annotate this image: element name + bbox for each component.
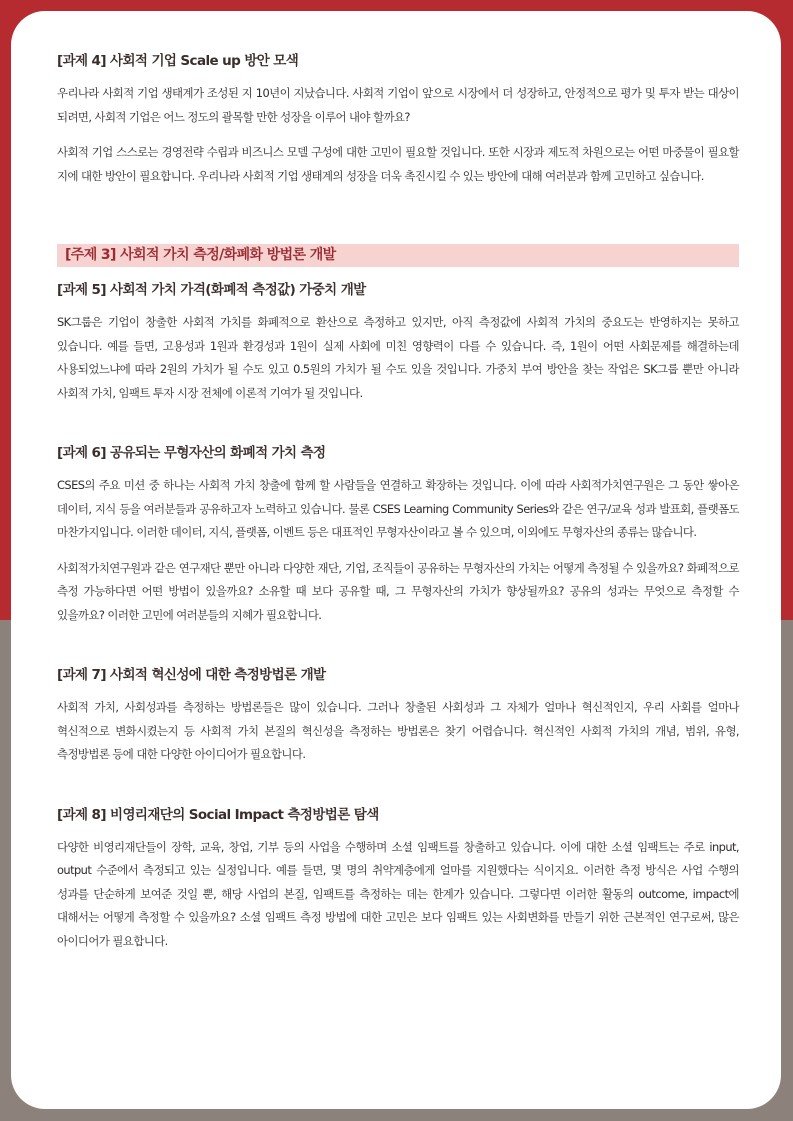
page-content [57, 51, 739, 953]
task4-paragraph-1: 우리나라 사회적 기업 생태계가 조성된 지 10년이 지났습니다. 사회적 기업이 앞으로 시장에서 더 성장하고, 안정적으로 평가 및 투자 받는 대상이 되려면, 사회적 기업은 어느 정도의 괄목할 만한 성장을 이루어 내야 할까요? [57, 86, 739, 124]
task6-paragraph-2: 사회적가치연구원과 같은 연구재단 뿐만 아니라 다양한 재단, 기업, 조직들이 공유하는 무형자산의 가치는 어떻게 측정될 수 있을까요? 화폐적으로 측정 가능하다면 어떤 방법이 있을까요? 소유할 때 보다 공유할 때, 그 무형자산의 가치가 향상될까요? 공유의 성과는 무엇으로 측정할 수 있을까요? 이러한 고민에 여러분들의 지혜가 필요합니다. [57, 560, 739, 622]
task8-heading: [과제 8] 비영리재단의 Social Impact 측정방법론 탐색 [57, 806, 379, 823]
task6-paragraph-1: CSES의 주요 미션 중 하나는 사회적 가치 창출에 함께 할 사람들을 연결하고 확장하는 것입니다. 이에 따라 사회적가치연구원은 그 동안 쌓아온 데이터, 지식 등을 여러분들과 공유하고자 노력하고 있습니다. 물론 CSES Learning Community Series와 같은 연구/교육 성과 발표회, 플랫폼도 마찬가지입니다. 이러한 데이터, 지식, 플랫폼, 이벤트 등은 대표적인 무형자산이라고 볼 수 있으며, 이외에도 무형자산의 종류는 많습니다. [57, 478, 739, 539]
task7-heading: [과제 7] 사회적 혁신성에 대한 측정방법론 개발 [57, 667, 326, 683]
task5-paragraph-1: SK그룹은 기업이 창출한 사회적 가치를 화폐적으로 환산으로 측정하고 있지만, 아직 측정값에 사회적 가치의 중요도는 반영하지는 못하고 있습니다. 예를 들면, 고용성과 1원과 환경성과 1원이 실제 사회에 미친 영향력이 다를 수 있습니다. 즉, 1원이 어떤 사회문제를 해결하는데 사용되었느냐에 따라 2원의 가치가 될 수도 있고 0.5원의 가치가 될 수도 있을 것입니다. 가중치 부여 방안을 찾는 작업은 SK그룹 뿐만 아니라 사회적 가치, 임팩트 투자 시장 전체에 이론적 기여가 될 것입니다. [57, 315, 739, 400]
document-page [11, 11, 781, 1109]
task7-paragraph-1: 사회적 가치, 사회성과를 측정하는 방법론들은 많이 있습니다. 그러나 창출된 사회성과 그 자체가 얼마나 혁신적인지, 우리 사회를 얼마나 혁신적으로 변화시켰는지 등 사회적 가치 본질의 혁신성을 측정하는 방법론은 찾기 어렵습니다. 혁신적인 사회적 가치의 개념, 범위, 유형, 측정방법론 등에 대한 다양한 아이디어가 필요합니다. [57, 700, 739, 761]
task4-paragraph-2: 사회적 기업 스스로는 경영전략 수립과 비즈니스 모델 구성에 대한 고민이 필요할 것입니다. 또한 시장과 제도적 차원으로는 어떤 마중물이 필요할 지에 대한 방안이 필요합니다. 우리나라 사회적 기업 생태계의 성장을 더욱 촉진시킬 수 있는 방안에 대해 여러분과 함께 고민하고 싶습니다. [57, 145, 739, 183]
topic3-banner: [주제 3] 사회적 가치 측정/화폐화 방법론 개발 [57, 244, 739, 267]
task8-paragraph-1: 다양한 비영리재단들이 장학, 교육, 창업, 기부 등의 사업을 수행하며 소셜 임팩트를 창출하고 있습니다. 이에 대한 소셜 임팩트는 주로 input, output 수준에서 측정되고 있는 실정입니다. 예를 들면, 몇 명의 취약계층에게 얼마를 지원했다는 식이지요. 이러한 측정 방식은 사업 수행의 성과를 단순하게 보여준 것일 뿐, 해당 사업의 본질, 임팩트를 측정하는 데는 한계가 있습니다. 그렇다면 이러한 활동의 outcome, impact에 대해서는 어떻게 측정할 수 있을까요? 소셜 임팩트 측정 방법에 대한 고민은 보다 임팩트 있는 사회변화를 만들기 위한 근본적인 연구로써, 많은 아이디어가 필요합니다. [57, 839, 739, 948]
task6-heading: [과제 6] 공유되는 무형자산의 화폐적 가치 측정 [57, 445, 326, 461]
task5-heading: [과제 5] 사회적 가치 가격(화폐적 측정값) 가중치 개발 [57, 282, 366, 298]
task4-heading: [과제 4] 사회적 기업 Scale up 방안 모색 [57, 53, 299, 69]
